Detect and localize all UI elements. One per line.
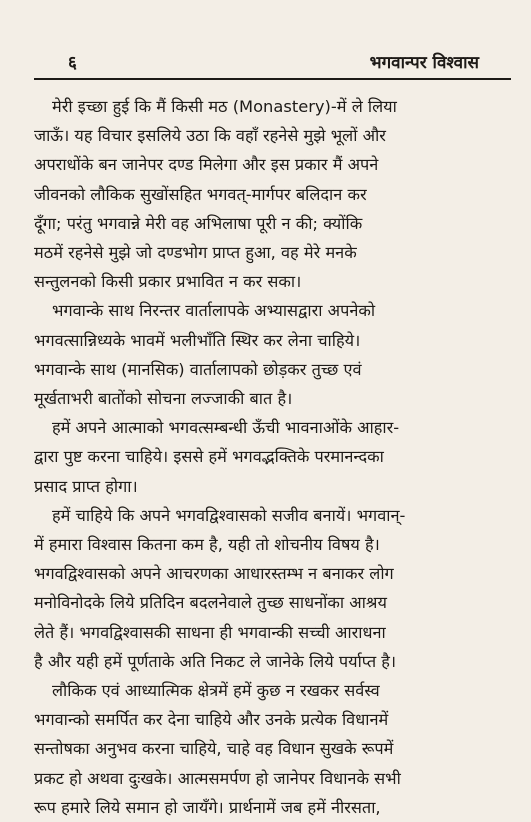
text-line: है और यही हमें पूर्णताके अति निकट ले जानेके लिये पर्याप्त है।: [34, 651, 397, 671]
page-header: [34, 0, 505, 74]
text-line: भगवान्के साथ (मानसिक) वार्तालापको छोड़कर तुच्छ एवं: [34, 359, 362, 379]
header-rule: [34, 78, 511, 80]
text-line: भगवान्को समर्पित कर देना चाहिये और उनके प्रत्येक विधानमें: [34, 710, 389, 730]
text-line: मनोविनोदके लिये प्रतिदिन बदलनेवाले तुच्छ साधनोंका आश्रय: [34, 593, 387, 613]
text-line: द्वारा पुष्ट करना चाहिये। इससे हमें भगवद्भक्तिके परमानन्दका: [34, 447, 384, 467]
paragraph-4: [34, 501, 505, 676]
text-line: भगवान्के साथ निरन्तर वार्तालापके अभ्यासद्वारा अपनेको: [52, 301, 376, 321]
paragraph-2: [34, 296, 505, 413]
text-line: प्रकट हो अथवा दुःखके। आत्मसमर्पण हो जानेपर विधानके सभी: [34, 768, 401, 788]
text-line: मूर्खताभरी बातोंको सोचना लज्जाकी बात है।: [34, 389, 293, 409]
text-line: हमें चाहिये कि अपने भगवद्विश्वासको सजीव बनायें। भगवान्-: [52, 505, 406, 525]
running-title: भगवान्पर विश्वास: [369, 53, 479, 73]
text-line: सन्तोषका अनुभव करना चाहिये, चाहे वह विधान सुखके रूपमें: [34, 739, 394, 759]
text-line: लौकिक एवं आध्यात्मिक क्षेत्रमें हमें कुछ न रखकर सर्वस्व: [52, 681, 380, 701]
text-line: भगवत्सान्निध्यके भावमें भलीभाँति स्थिर कर लेना चाहिये।: [34, 330, 361, 350]
text-line: मठमें रहनेसे मुझे जो दण्डभोग प्राप्त हुआ, वह मेरे मनके: [34, 243, 357, 263]
text-line: हमें अपने आत्माको भगवत्सम्बन्धी ऊँची भावनाओंके आहार-: [52, 418, 400, 438]
text-line: जीवनको लौकिक सुखोंसहित भगवत्-मार्गपर बलिदान कर: [34, 184, 367, 204]
page-body: [34, 92, 505, 822]
text-line: रूप हमारे लिये समान हो जायँगे। प्रार्थनामें जब हमें नीरसता,: [34, 797, 381, 817]
text-line: सन्तुलनको किसी प्रकार प्रभावित न कर सका।: [34, 272, 302, 292]
text-line: में हमारा विश्वास कितना कम है, यही तो शोचनीय विषय है।: [34, 535, 380, 555]
text-line: अपराधोंके बन जानेपर दण्ड मिलेगा और इस प्रकार मैं अपने: [34, 155, 379, 175]
text-line: जाऊँ। यह विचार इसलिये उठा कि वहाँ रहनेसे मुझे भूलों और: [34, 126, 386, 146]
text-line: लेते हैं। भगवद्विश्वासकी साधना ही भगवान्की सच्ची आराधना: [34, 622, 386, 642]
text-line: प्रसाद प्राप्त होगा।: [34, 476, 138, 496]
text-line: भगवद्विश्वासको अपने आचरणका आधारस्तम्भ न बनाकर लोग: [34, 564, 394, 584]
text-line: मेरी इच्छा हुई कि मैं किसी मठ (Monastery)-में ले लिया: [52, 97, 397, 116]
page-number: ६: [68, 53, 77, 73]
paragraph-1: [34, 92, 505, 296]
text-line: दूँगा; परंतु भगवान्ने मेरी वह अभिलाषा पूरी न की; क्योंकि: [34, 213, 363, 233]
paragraph-5: [34, 676, 505, 822]
paragraph-3: [34, 413, 505, 501]
